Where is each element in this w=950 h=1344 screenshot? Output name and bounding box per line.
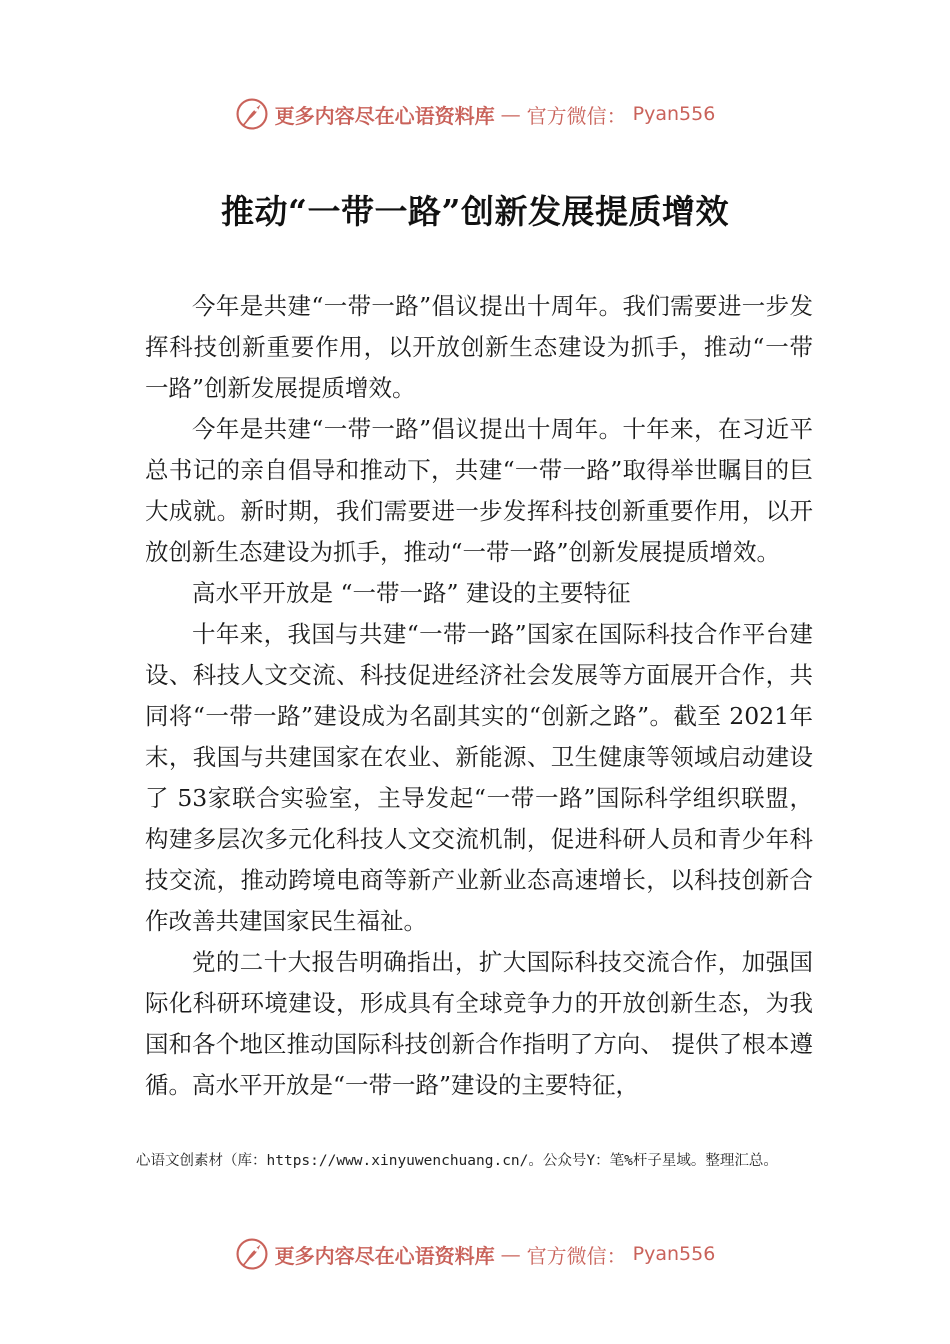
paragraph: 今年是共建“一带一路”倡议提出十周年。我们需要进一步发挥科技创新重要作用，以开放创新生态建设为抓手，推动“一带一路”创新发展提质增效。 <box>145 292 813 402</box>
quill-pen-logo-icon <box>235 1237 269 1271</box>
banner-wechat-id: Pyan556 <box>632 103 716 125</box>
banner-wechat-id: Pyan556 <box>632 1243 716 1265</box>
quill-pen-logo-icon <box>235 97 269 131</box>
paragraph: 今年是共建“一带一路”倡议提出十周年。十年来，在习近平总书记的亲自倡导和推动下，共建“一带一路”取得举世瞩目的巨大成就。新时期，我们需要进一步发挥科技创新重要作用，以开放创新生态建设为抓手，推动“一带一路”创新发展提质增效。 <box>145 415 813 566</box>
document-body <box>145 286 813 1106</box>
banner-separator: — <box>500 1242 521 1266</box>
section-heading: 高水平开放是 “一带一路” 建设的主要特征 <box>192 579 631 607</box>
footer-banner <box>0 1236 950 1272</box>
document-title: 推动“一带一路”创新发展提质增效 <box>221 192 729 231</box>
banner-wechat-label: 官方微信： <box>526 1243 627 1268</box>
footer-note: 心语文创素材（库：https://www.xinyuwenchuang.cn/。公众号Y：笔%杆子星域。整理汇总。 <box>136 1153 778 1169</box>
paragraph: 十年来，我国与共建“一带一路”国家在国际科技合作平台建设、科技人文交流、科技促进经济社会发展等方面展开合作，共同将“一带一路”建设成为名副其实的“创新之路”。截至 2021年末，我国与共建国家在农业、新能源、卫生健康等领域启动建设了 53家联合实验室，主导发起“一带一路”国际科学组织联盟，构建多层次多元化科技人文交流机制，促进科研人员和青少年科技交流，推动跨境电商等新产业新业态高速增长，以科技创新合作改善共建国家民生福祉。 <box>145 620 813 935</box>
paragraph: 党的二十大报告明确指出，扩大国际科技交流合作，加强国际化科研环境建设，形成具有全球竞争力的开放创新生态，为我国和各个地区推动国际科技创新合作指明了方向、 提供了根本遵循。高水平开放是“一带一路”建设的主要特征， <box>145 948 813 1099</box>
banner-main-text: 更多内容尽在心语资料库 <box>274 103 495 128</box>
banner-separator: — <box>500 102 521 126</box>
header-banner <box>0 96 950 132</box>
banner-main-text: 更多内容尽在心语资料库 <box>274 1243 495 1268</box>
banner-wechat-label: 官方微信： <box>526 103 627 128</box>
